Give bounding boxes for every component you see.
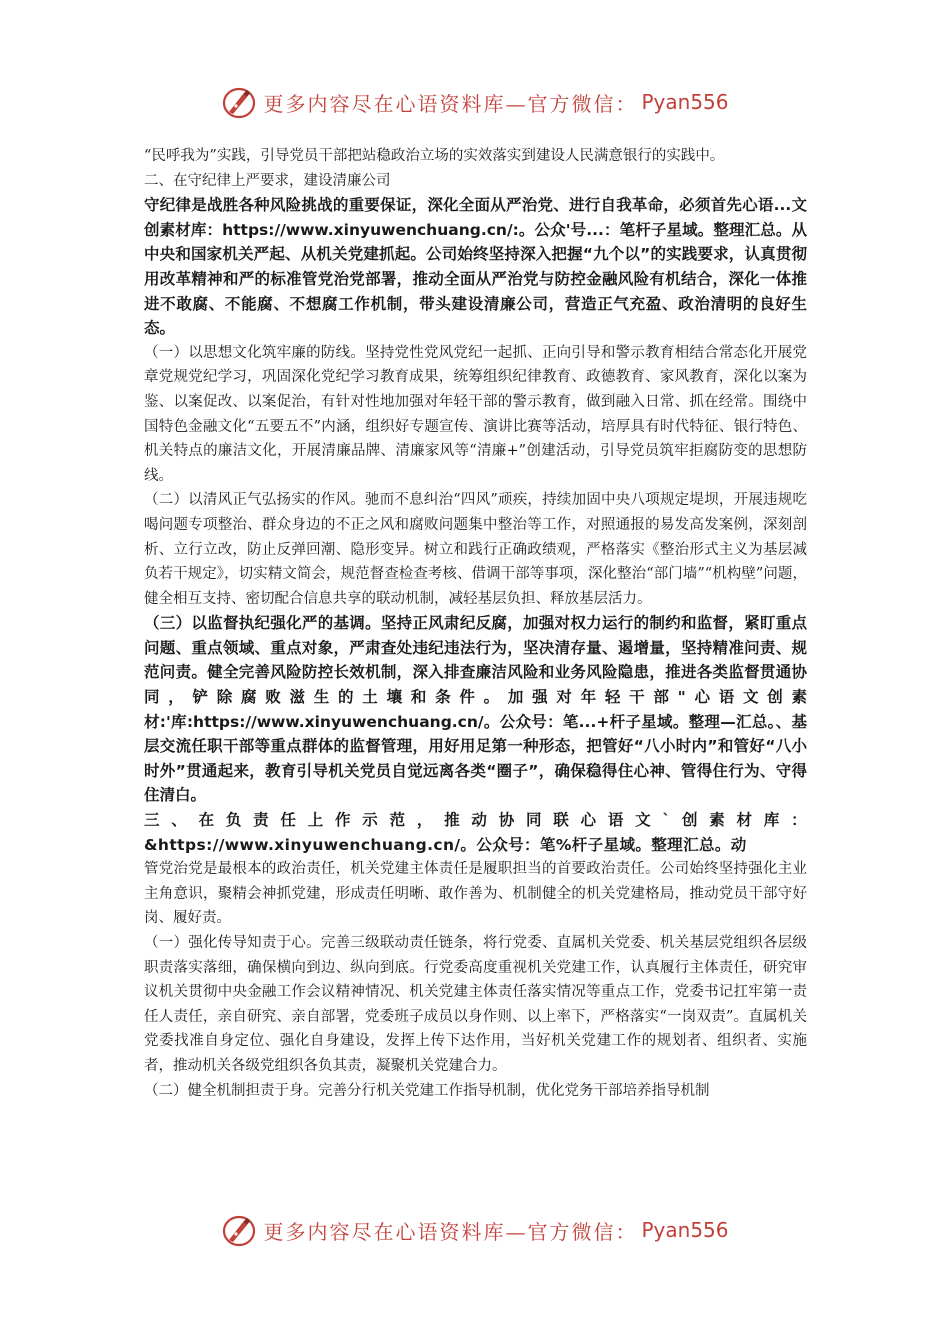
paragraph: “民呼我为”实践，引导党员干部把站稳政治立场的实效落实到建设人民满意银行的实践中。 xyxy=(144,148,725,164)
banner-text: 更多内容尽在心语资料库— xyxy=(263,91,528,116)
paragraph: （一）以思想文化筑牢廉的防线。坚持党性党风党纪一起抓、正向引导和警示教育相结合常态化开展党章党规党纪学习，巩固深化党纪学习教育成果，统筹组织纪律教育、政德教育、家风教育，深化以案为鉴、以案促改、以案促治，有针对性地加强对年轻干部的警示教育，做到融入日常、抓在经常。围绕中国特色金融文化“五要五不”内涵，组织好专题宣传、演讲比赛等活动，培厚具有时代特征、银行特色、机关特点的廉洁文化，开展清廉品牌、清廉家风等“清廉+”创建活动，引导党员筑牢拒腐防变的思想防线。 xyxy=(144,344,807,484)
paragraph: （二）以清风正气弘扬实的作风。驰而不息纠治“四风”顽疾，持续加固中央八项规定堤坝，开展违规吃喝问题专项整治、群众身边的不正之风和腐败问题集中整治等工作，对照通报的易发高发案例，深刻剖析、立行立改，防止反弹回潮、隐形变异。树立和践行正确政绩观，严格落实《整治形式主义为基层减负若干规定》，切实精文简会，规范督查检查考核、借调干部等事项，深化整治“部门墙”“机构壁”问题，健全相互支持、密切配合信息共享的联动机制，减轻基层负担、释放基层活力。 xyxy=(144,492,807,607)
paragraph: （一）强化传导知责于心。完善三级联动责任链条，将行党委、直属机关党委、机关基层党组织各层级职责落实落细，确保横向到边、纵向到底。行党委高度重视机关党建工作，认真履行主体责任，研究审议机关贯彻中央金融工作会议精神情况、机关党建主体责任落实情况等重点工作，党委书记扛牢第一责任人责任，亲自研究、亲自部署，党委班子成员以身作则、以上率下，严格落实“一岗双责”。直属机关党委找准自身定位、强化自身建设，发挥上传下达作用，当好机关党建工作的规划者、组织者、实施者，推动机关各级党组织各负其责，凝聚机关党建合力。 xyxy=(144,935,807,1074)
section-heading: 二、在守纪律上严要求，建设清廉公司 xyxy=(144,172,391,189)
document-body xyxy=(144,144,807,1103)
banner-account-label: 官方微信： xyxy=(527,91,638,116)
header-banner xyxy=(0,80,950,124)
paragraph: 守纪律是战胜各种风险挑战的重要保证，深化全面从严治党、进行自我革命，必须首先心语...文创素材库：https://www.xinyuwenchuang.cn/:。公众'号...：笔杆子星域。整理汇总。从中央和国家机关严起、从机关党建抓起。公司始终坚持深入把握“九个以”的实践要求，认真贯彻用改革精神和严的标准管党治党部署，推动全面从严治党与防控金融风险有机结合，深化一体推进不敢腐、不能腐、不想腐工作机制，带头建设清廉公司，营造正气充盈、政治清明的良好生态。 xyxy=(144,196,807,338)
paragraph: 管党治党是最根本的政治责任，机关党建主体责任是履职担当的首要政治责任。公司始终坚持强化主业主角意识，聚精会神抓党建，形成责任明晰、敢作善为、机制健全的机关党建格局，推动党员干部守好岗、履好责。 xyxy=(144,861,807,927)
footer-banner xyxy=(0,1208,950,1252)
banner-account: Pyan556 xyxy=(641,90,729,114)
pen-nib-logo-icon xyxy=(221,1212,257,1248)
paragraph: （二）健全机制担责于身。完善分行机关党建工作指导机制，优化党务干部培养指导机制 xyxy=(144,1082,710,1099)
section-heading: 三、在负责任上作示范，推动协同联心语文`创素材库：&https://www.xinyuwenchuang.cn/。公众号：笔%杆子星域。整理汇总。动 xyxy=(144,811,807,854)
paragraph: （三）以监督执纪强化严的基调。坚持正风肃纪反腐，加强对权力运行的制约和监督，紧盯重点问题、重点领域、重点对象，严肃查处违纪违法行为，坚决清存量、遏增量，坚持精准问责、规范问责。健全完善风险防控长效机制，深入排查廉洁风险和业务风险隐患，推进各类监督贯通协同，铲除腐败滋生的土壤和条件。加强对年轻干部"心语文创素材:'库:https://www.xinyuwenchuang.cn/。公众号：笔...+杆子星域。整理—汇总。、基层交流任职干部等重点群体的监督管理，用好用足第一种形态，把管好“八小时内”和管好“八小时外”贯通起来，教育引导机关党员自觉远离各类“圈子”，确保稳得住心神、管得住行为、守得住清白。 xyxy=(144,614,807,805)
banner-account-label: 官方微信： xyxy=(527,1219,638,1244)
banner-text: 更多内容尽在心语资料库— xyxy=(263,1219,528,1244)
banner-account: Pyan556 xyxy=(641,1218,729,1242)
pen-nib-logo-icon xyxy=(221,84,257,120)
